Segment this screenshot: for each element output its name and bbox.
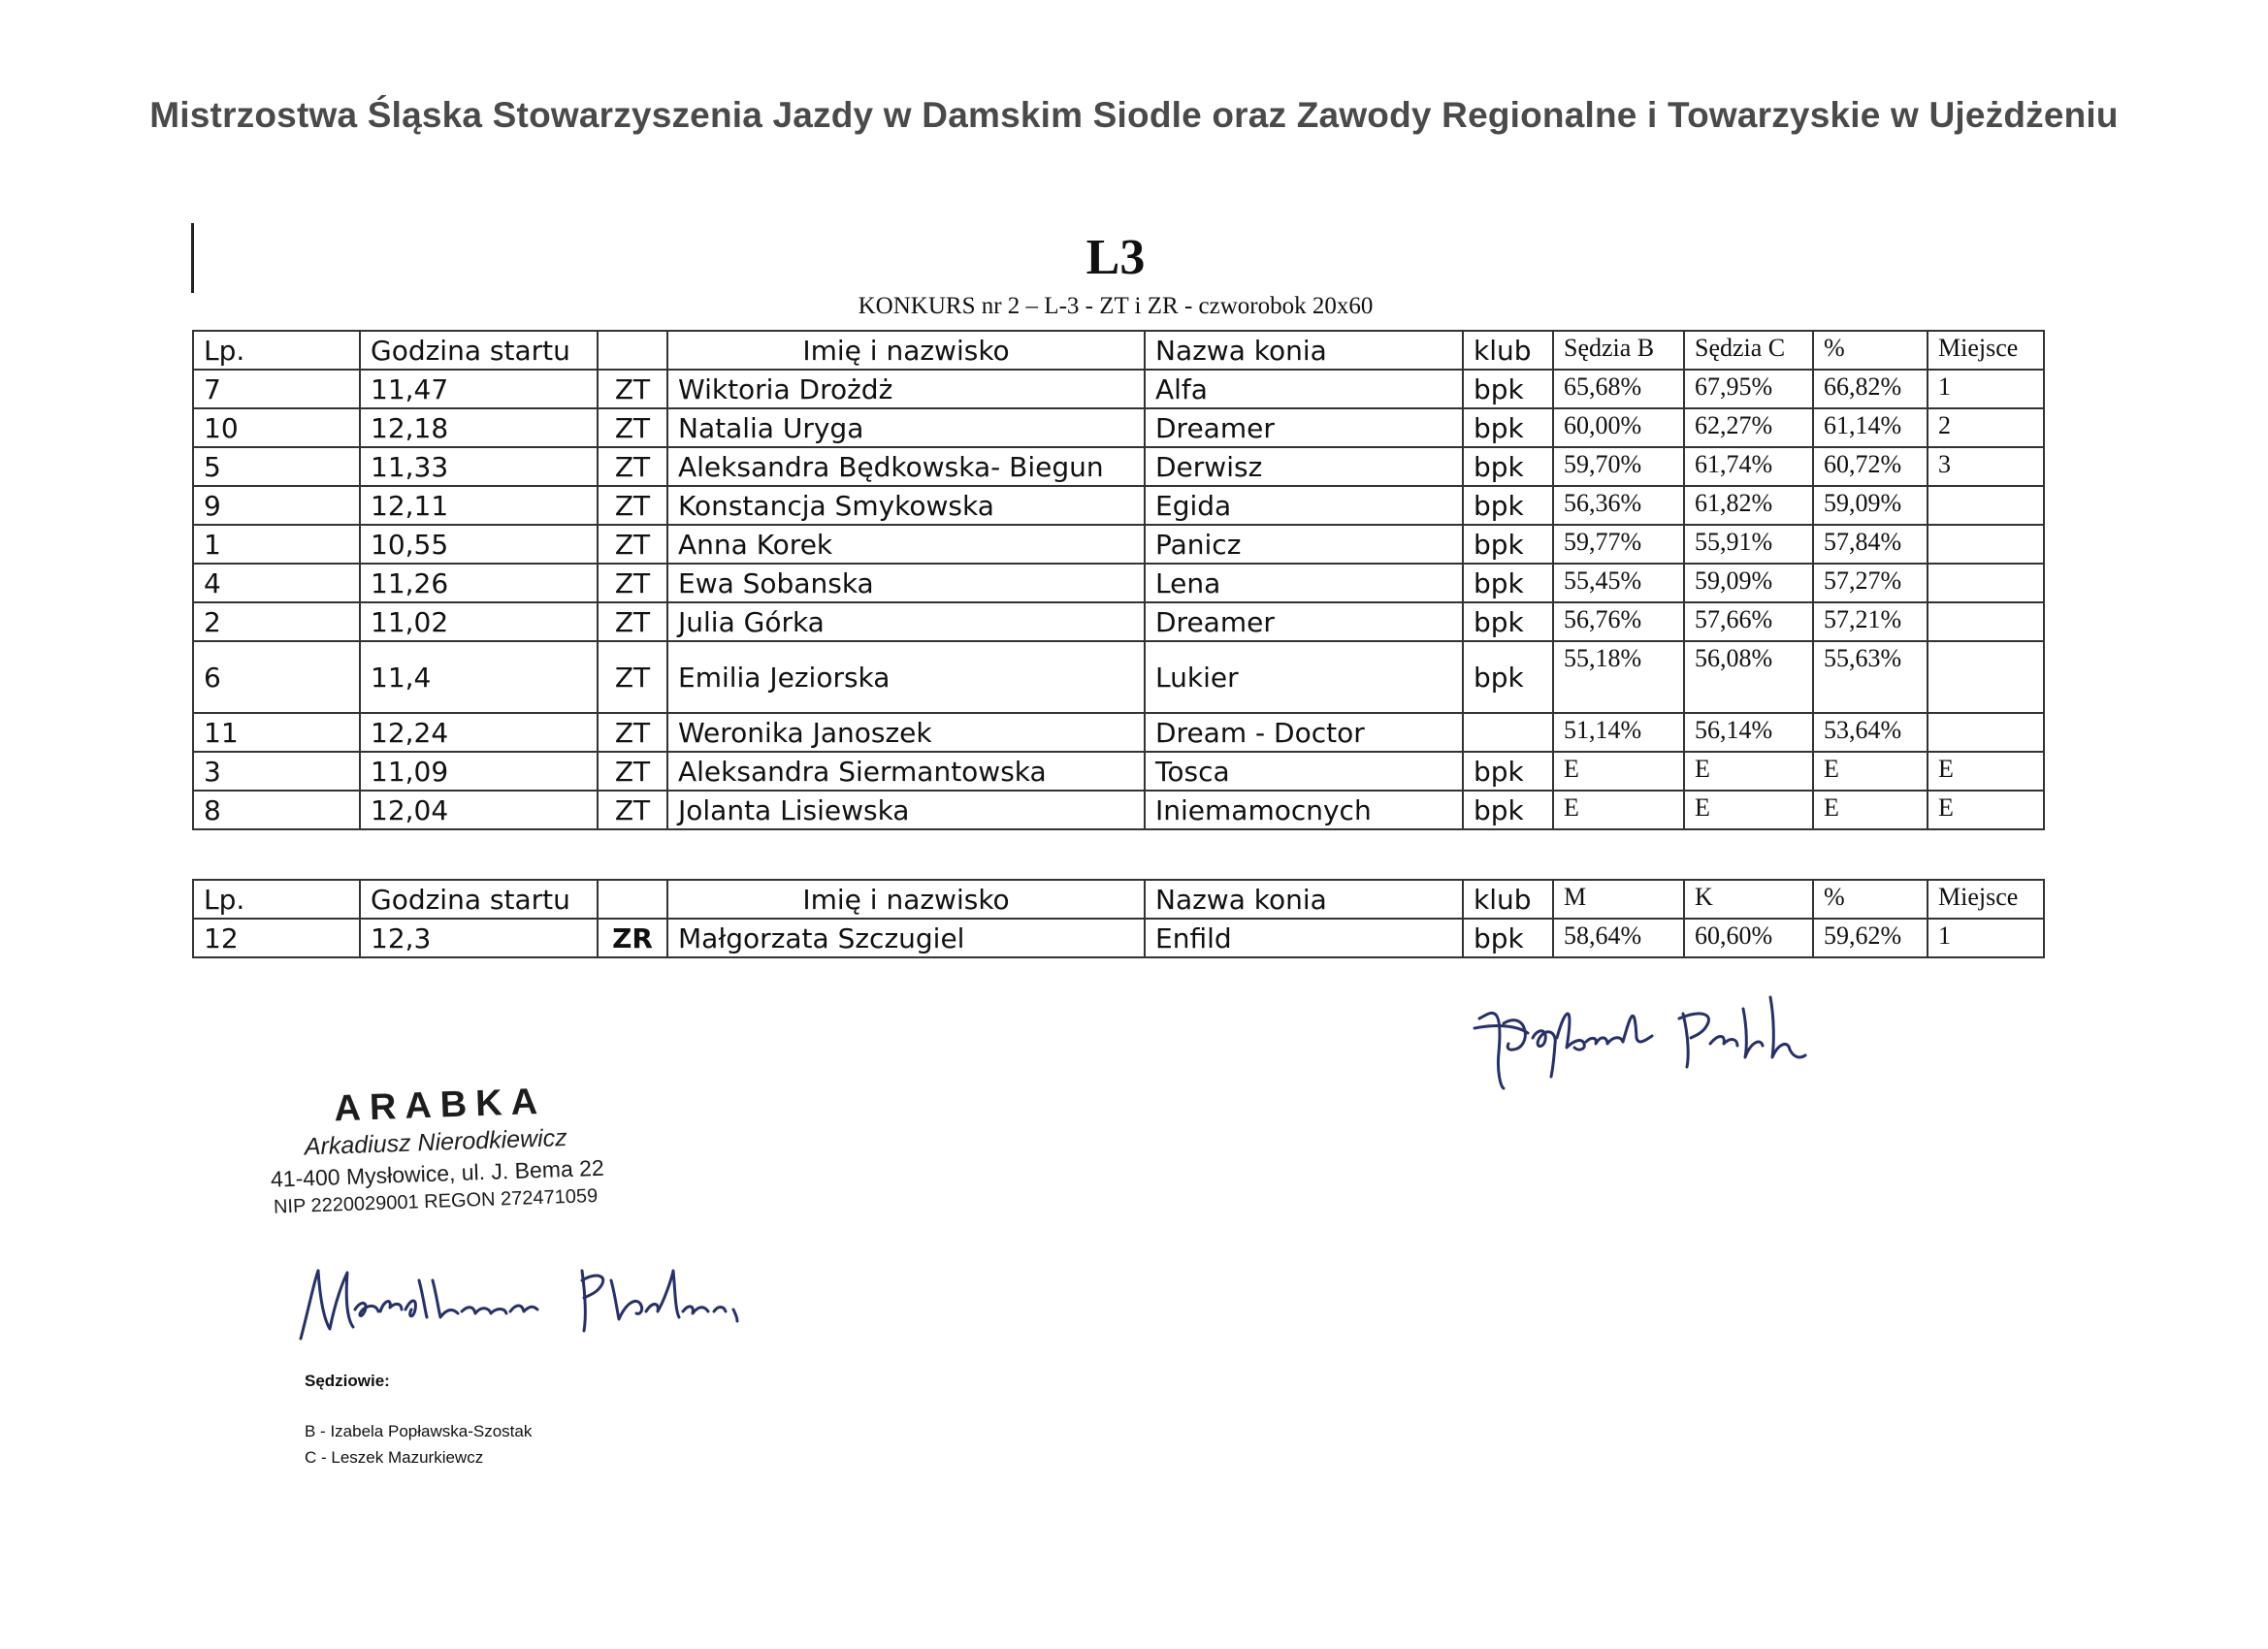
table-cell: 67,95% (1684, 370, 1813, 408)
table-cell: 3 (193, 752, 360, 791)
table-cell: 12 (193, 919, 360, 957)
stamp-tax-ids: NIP 2220029001 REGON 272471059 (273, 1184, 599, 1218)
table-cell: bpk (1463, 486, 1553, 525)
table-cell: 11,26 (360, 564, 598, 602)
table-cell: ZT (598, 525, 667, 564)
table-cell: E (1928, 752, 2044, 791)
table-cell (1928, 525, 2044, 564)
table-cell: Enfild (1145, 919, 1463, 957)
table-cell: 11,09 (360, 752, 598, 791)
table-cell: 66,82% (1813, 370, 1928, 408)
table-cell: E (1813, 752, 1928, 791)
table-cell: 61,82% (1684, 486, 1813, 525)
table-cell: Natalia Uryga (667, 408, 1145, 447)
table-cell: 60,72% (1813, 447, 1928, 486)
stamp-address: 41-400 Mysłowice, ul. J. Bema 22 (270, 1154, 605, 1192)
table-cell: Dreamer (1145, 408, 1463, 447)
table-row (193, 486, 2044, 525)
table-row (193, 713, 2044, 752)
table-cell: 11,47 (360, 370, 598, 408)
judge-c: C - Leszek Mazurkiewcz (305, 1448, 484, 1467)
table-cell: 6 (193, 641, 360, 713)
table-cell: 11,4 (360, 641, 598, 713)
table-cell: bpk (1463, 525, 1553, 564)
table-cell: 53,64% (1813, 713, 1928, 752)
table-row (193, 602, 2044, 641)
table-cell: 56,36% (1553, 486, 1684, 525)
column-header: % (1813, 880, 1928, 919)
table-row (193, 564, 2044, 602)
table-cell: Dream - Doctor (1145, 713, 1463, 752)
table-cell: bpk (1463, 752, 1553, 791)
table-cell: Lukier (1145, 641, 1463, 713)
table-cell: Konstancja Smykowska (667, 486, 1145, 525)
table-cell: ZT (598, 486, 667, 525)
column-header: Sędzia C (1684, 331, 1813, 370)
column-header: M (1553, 880, 1684, 919)
table-cell: 5 (193, 447, 360, 486)
judge-b: B - Izabela Popławska-Szostak (305, 1422, 533, 1440)
table-cell: 4 (193, 564, 360, 602)
table-cell: Ewa Sobanska (667, 564, 1145, 602)
table-cell: bpk (1463, 602, 1553, 641)
table-cell: 56,76% (1553, 602, 1684, 641)
table-cell: 12,3 (360, 919, 598, 957)
organizer-stamp (260, 1078, 652, 1219)
column-header: Nazwa konia (1145, 331, 1463, 370)
table-cell: Iniemamocnych (1145, 791, 1463, 829)
organizer-signature (291, 1242, 795, 1348)
table-cell: E (1928, 791, 2044, 829)
column-header: Nazwa konia (1145, 880, 1463, 919)
column-header (598, 880, 667, 919)
table-row (193, 370, 2044, 408)
table-cell: 57,84% (1813, 525, 1928, 564)
table-cell: 62,27% (1684, 408, 1813, 447)
table-cell: Dreamer (1145, 602, 1463, 641)
table-cell: E (1684, 752, 1813, 791)
table-cell: Emilia Jeziorska (667, 641, 1145, 713)
column-header (598, 331, 667, 370)
table-cell: Alfa (1145, 370, 1463, 408)
table-cell: 9 (193, 486, 360, 525)
table-cell (1928, 641, 2044, 713)
column-header: Miejsce (1928, 880, 2044, 919)
table-cell: 1 (1928, 919, 2044, 957)
table-cell: 55,45% (1553, 564, 1684, 602)
table-cell: 59,09% (1813, 486, 1928, 525)
document-title: Mistrzostwa Śląska Stowarzyszenia Jazdy w Damskim Siodle oraz Zawody Regionalne i Towarzyskie w Ujeżdżeniu (149, 95, 2119, 135)
table-cell: 55,18% (1553, 641, 1684, 713)
table-cell: ZT (598, 641, 667, 713)
table-cell: 57,66% (1684, 602, 1813, 641)
table-cell: 59,62% (1813, 919, 1928, 957)
table-cell (1463, 713, 1553, 752)
table-cell: ZT (598, 564, 667, 602)
table-cell: 55,91% (1684, 525, 1813, 564)
table-cell: ZT (598, 447, 667, 486)
table-row (193, 752, 2044, 791)
table-row (193, 408, 2044, 447)
table-row (193, 641, 2044, 713)
judges-signature (1460, 980, 1838, 1096)
table-cell: 12,11 (360, 486, 598, 525)
table-cell: 55,63% (1813, 641, 1928, 713)
column-header: Sędzia B (1553, 331, 1684, 370)
table-cell: Egida (1145, 486, 1463, 525)
table-cell: 1 (1928, 370, 2044, 408)
table-cell: Derwisz (1145, 447, 1463, 486)
table-cell: 57,27% (1813, 564, 1928, 602)
table-cell: Anna Korek (667, 525, 1145, 564)
table-cell: Weronika Janoszek (667, 713, 1145, 752)
column-header: Lp. (193, 331, 360, 370)
table-cell: 60,60% (1684, 919, 1813, 957)
table-cell: 61,74% (1684, 447, 1813, 486)
table-row (193, 525, 2044, 564)
table-row (193, 447, 2044, 486)
table-cell: 2 (1928, 408, 2044, 447)
table-cell: bpk (1463, 564, 1553, 602)
table-row (193, 919, 2044, 957)
column-header: Godzina startu (360, 331, 598, 370)
stamp-owner: Arkadiusz Nierodkiewicz (304, 1124, 568, 1161)
table-cell: Małgorzata Szczugiel (667, 919, 1145, 957)
column-header: K (1684, 880, 1813, 919)
table-cell: 56,08% (1684, 641, 1813, 713)
table-cell: 8 (193, 791, 360, 829)
table-cell: 59,70% (1553, 447, 1684, 486)
table-cell: 2 (193, 602, 360, 641)
stamp-company-name: ARABKA (333, 1081, 547, 1130)
table-cell: 12,04 (360, 791, 598, 829)
table-cell: ZT (598, 752, 667, 791)
table-cell: 10 (193, 408, 360, 447)
table-cell: 12,24 (360, 713, 598, 752)
judges-label: Sędziowie: (305, 1372, 390, 1390)
table-cell: 11 (193, 713, 360, 752)
table-cell: 12,18 (360, 408, 598, 447)
table-cell: 57,21% (1813, 602, 1928, 641)
table-cell: bpk (1463, 919, 1553, 957)
table-cell: 51,14% (1553, 713, 1684, 752)
table-cell: 60,00% (1553, 408, 1684, 447)
table-cell: ZT (598, 370, 667, 408)
table-cell: ZT (598, 791, 667, 829)
table-cell: Aleksandra Siermantowska (667, 752, 1145, 791)
column-header: klub (1463, 880, 1553, 919)
class-title: L3 (1085, 230, 1146, 285)
table-cell: E (1553, 791, 1684, 829)
table-cell: 1 (193, 525, 360, 564)
table-cell: Panicz (1145, 525, 1463, 564)
table-cell: 56,14% (1684, 713, 1813, 752)
table-cell: 11,02 (360, 602, 598, 641)
table-cell: 11,33 (360, 447, 598, 486)
column-header: Miejsce (1928, 331, 2044, 370)
table-cell: 7 (193, 370, 360, 408)
table-cell: Julia Górka (667, 602, 1145, 641)
competition-subtitle: KONKURS nr 2 – L-3 - ZT i ZR - czworobok 20x60 (858, 293, 1374, 319)
table-cell: E (1684, 791, 1813, 829)
column-header: Godzina startu (360, 880, 598, 919)
table-cell: ZT (598, 408, 667, 447)
table-cell: bpk (1463, 408, 1553, 447)
column-header: Imię i nazwisko (667, 331, 1145, 370)
table-cell: 3 (1928, 447, 2044, 486)
table-cell: bpk (1463, 370, 1553, 408)
table-cell: 65,68% (1553, 370, 1684, 408)
table-cell (1928, 486, 2044, 525)
table-cell: 59,77% (1553, 525, 1684, 564)
table-cell: bpk (1463, 447, 1553, 486)
table-cell: ZT (598, 713, 667, 752)
column-header: Lp. (193, 880, 360, 919)
table-cell: Tosca (1145, 752, 1463, 791)
table-cell (1928, 564, 2044, 602)
table-header-row (193, 331, 2044, 370)
table-cell: 59,09% (1684, 564, 1813, 602)
table-cell (1928, 602, 2044, 641)
column-header: klub (1463, 331, 1553, 370)
table-cell: ZR (598, 919, 667, 957)
table-cell: ZT (598, 602, 667, 641)
table-cell: bpk (1463, 641, 1553, 713)
column-header: Imię i nazwisko (667, 880, 1145, 919)
column-header: % (1813, 331, 1928, 370)
table-cell: Aleksandra Będkowska- Biegun (667, 447, 1145, 486)
table-cell: Wiktoria Drożdż (667, 370, 1145, 408)
table-cell: Lena (1145, 564, 1463, 602)
table-cell: bpk (1463, 791, 1553, 829)
results-table-zt (192, 330, 2045, 830)
table-cell: Jolanta Lisiewska (667, 791, 1145, 829)
table-cell (1928, 713, 2044, 752)
table-cell: 10,55 (360, 525, 598, 564)
table-row (193, 791, 2044, 829)
table-cell: E (1813, 791, 1928, 829)
table-header-row (193, 880, 2044, 919)
results-table-zr (192, 879, 2045, 958)
table-cell: 58,64% (1553, 919, 1684, 957)
table-cell: 61,14% (1813, 408, 1928, 447)
table-cell: E (1553, 752, 1684, 791)
